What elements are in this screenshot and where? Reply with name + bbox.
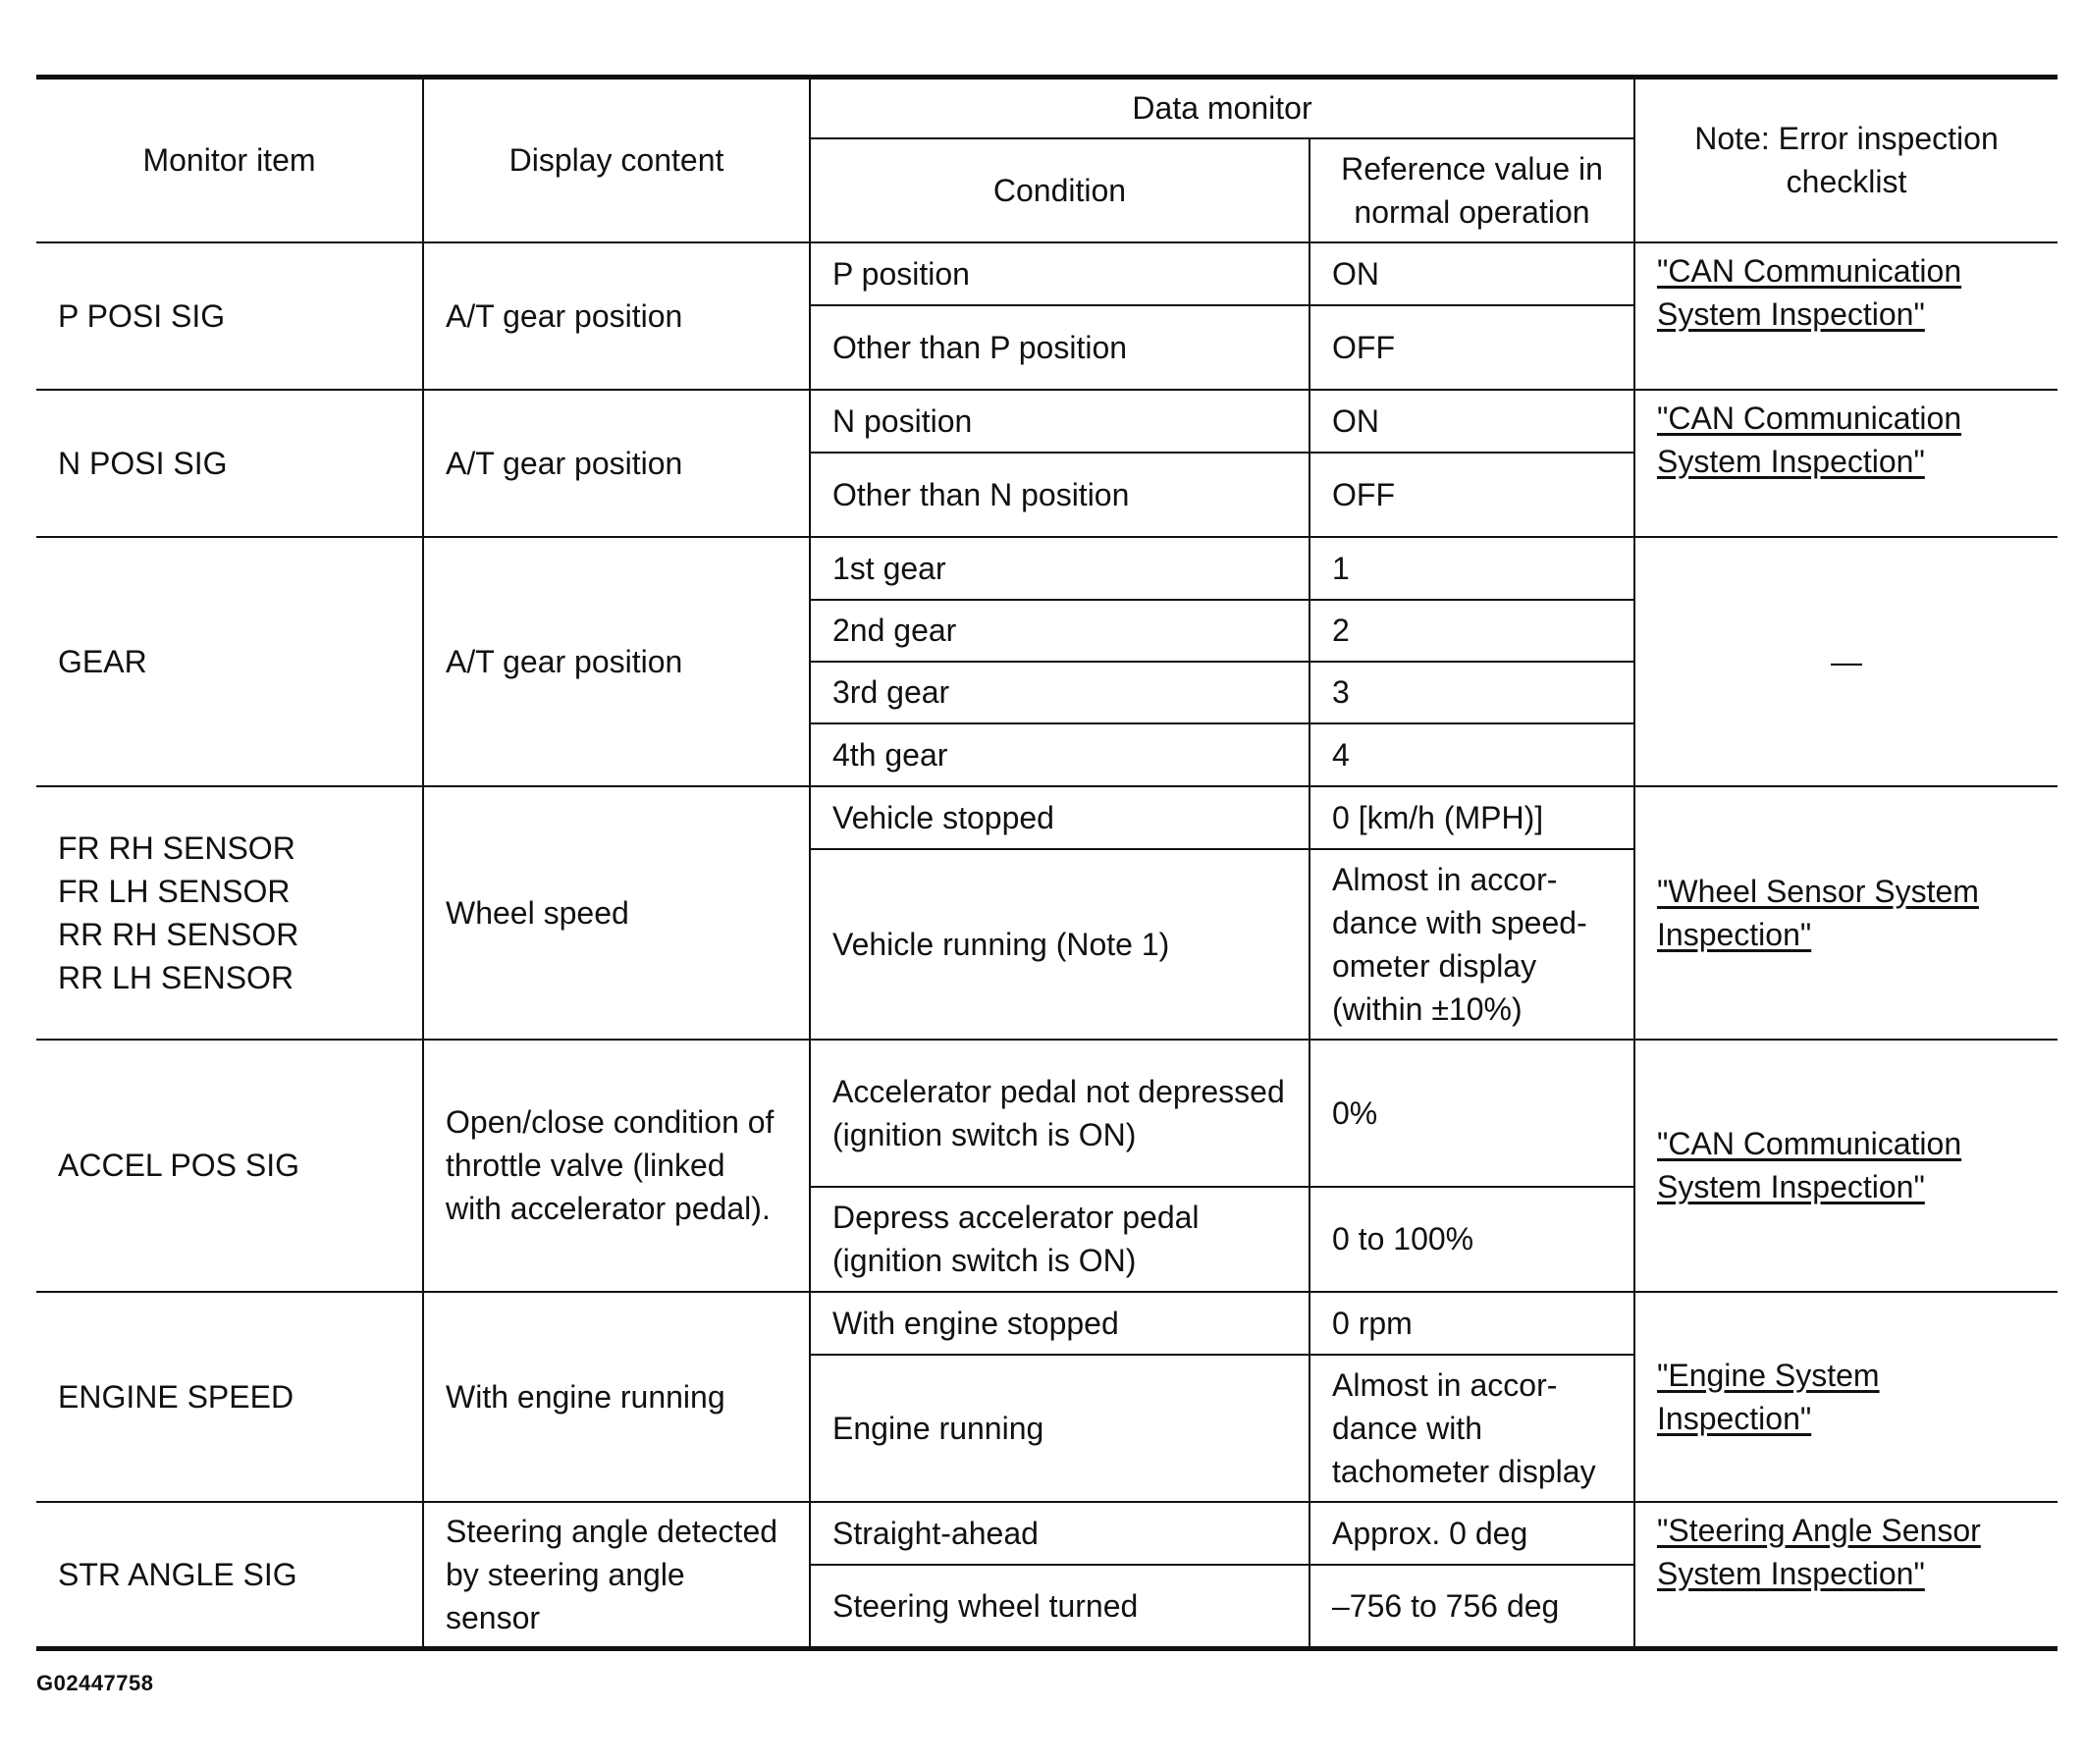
monitor-item-line: FR LH SENSOR xyxy=(58,873,291,909)
monitor-item-cell: ACCEL POS SIG xyxy=(36,1040,423,1292)
condition-cell: N position xyxy=(810,390,1310,453)
header-condition: Condition xyxy=(810,138,1310,242)
monitor-item-line: FR RH SENSOR xyxy=(58,829,295,866)
display-content-cell: Wheel speed xyxy=(423,786,810,1040)
note-cell xyxy=(1634,390,2058,537)
note-cell xyxy=(1634,786,2058,1040)
monitor-item-cell xyxy=(36,786,423,1040)
reference-value-cell: Almost in accor-dance with tachometer display xyxy=(1310,1355,1634,1502)
condition-cell: Accelerator pedal not depressed (ignition switch is ON) xyxy=(810,1040,1310,1187)
monitor-item-cell: GEAR xyxy=(36,537,423,786)
table-row xyxy=(36,1502,2058,1565)
note-cell xyxy=(1634,1292,2058,1502)
condition-cell: 1st gear xyxy=(810,537,1310,600)
header-reference-value: Reference value in normal operation xyxy=(1310,138,1634,242)
display-content-cell: A/T gear position xyxy=(423,537,810,786)
monitor-item-line: RR RH SENSOR xyxy=(58,916,299,952)
can-communication-inspection-link[interactable]: "CAN Communication System Inspection" xyxy=(1657,252,1962,332)
reference-value-cell: ON xyxy=(1310,242,1634,305)
reference-value-cell: 4 xyxy=(1310,723,1634,786)
wheel-sensor-inspection-link[interactable]: "Wheel Sensor System Inspection" xyxy=(1657,873,1979,952)
table-row xyxy=(36,242,2058,305)
display-content-cell: Open/close condition of throttle valve (linked with accelerator pedal). xyxy=(423,1040,810,1292)
table-row xyxy=(36,390,2058,453)
reference-value-cell: 0 [km/h (MPH)] xyxy=(1310,786,1634,849)
header-display-content: Display content xyxy=(423,78,810,242)
condition-cell: 3rd gear xyxy=(810,662,1310,723)
condition-cell: Other than P position xyxy=(810,305,1310,390)
steering-angle-sensor-inspection-link[interactable]: "Steering Angle Sensor System Inspection" xyxy=(1657,1512,1981,1591)
reference-value-cell: 0 to 100% xyxy=(1310,1187,1634,1292)
condition-cell: With engine stopped xyxy=(810,1292,1310,1355)
table-row xyxy=(36,786,2058,849)
monitor-item-line: RR LH SENSOR xyxy=(58,959,294,995)
header-monitor-item: Monitor item xyxy=(36,78,423,242)
reference-value-cell: ON xyxy=(1310,390,1634,453)
reference-value-cell: –756 to 756 deg xyxy=(1310,1565,1634,1649)
display-content-cell: A/T gear position xyxy=(423,242,810,390)
engine-system-inspection-link[interactable]: "Engine System Inspection" xyxy=(1657,1357,1880,1436)
condition-cell: 4th gear xyxy=(810,723,1310,786)
table-row xyxy=(36,537,2058,600)
display-content-cell: A/T gear position xyxy=(423,390,810,537)
header-data-monitor: Data monitor xyxy=(810,78,1634,138)
monitor-item-cell: STR ANGLE SIG xyxy=(36,1502,423,1649)
condition-cell: Depress accelerator pedal (ignition switch is ON) xyxy=(810,1187,1310,1292)
condition-cell: Steering wheel turned xyxy=(810,1565,1310,1649)
condition-cell: Vehicle stopped xyxy=(810,786,1310,849)
monitor-spec-table xyxy=(36,75,2058,1651)
condition-cell: Vehicle running (Note 1) xyxy=(810,849,1310,1040)
monitor-item-cell: P POSI SIG xyxy=(36,242,423,390)
display-content-cell: With engine running xyxy=(423,1292,810,1502)
reference-value-cell: 0 rpm xyxy=(1310,1292,1634,1355)
reference-value-cell: OFF xyxy=(1310,305,1634,390)
reference-value-cell: 1 xyxy=(1310,537,1634,600)
condition-cell: P position xyxy=(810,242,1310,305)
note-cell: — xyxy=(1634,537,2058,786)
reference-value-cell: 0% xyxy=(1310,1040,1634,1187)
condition-cell: 2nd gear xyxy=(810,600,1310,662)
reference-value-cell: Almost in accor-dance with speed-ometer display (within ±10%) xyxy=(1310,849,1634,1040)
monitor-item-cell: N POSI SIG xyxy=(36,390,423,537)
figure-id: G02447758 xyxy=(36,1671,154,1695)
note-cell xyxy=(1634,1040,2058,1292)
monitor-item-cell: ENGINE SPEED xyxy=(36,1292,423,1502)
condition-cell: Straight-ahead xyxy=(810,1502,1310,1565)
table-row xyxy=(36,1292,2058,1355)
condition-cell: Engine running xyxy=(810,1355,1310,1502)
table-row xyxy=(36,1040,2058,1187)
reference-value-cell: OFF xyxy=(1310,453,1634,537)
reference-value-cell: Approx. 0 deg xyxy=(1310,1502,1634,1565)
display-content-cell: Steering angle detected by steering angle sensor xyxy=(423,1502,810,1649)
note-cell xyxy=(1634,242,2058,390)
reference-value-cell: 3 xyxy=(1310,662,1634,723)
condition-cell: Other than N position xyxy=(810,453,1310,537)
header-note: Note: Error inspection checklist xyxy=(1634,78,2058,242)
can-communication-inspection-link[interactable]: "CAN Communication System Inspection" xyxy=(1657,400,1962,479)
note-cell xyxy=(1634,1502,2058,1649)
reference-value-cell: 2 xyxy=(1310,600,1634,662)
can-communication-inspection-link[interactable]: "CAN Communication System Inspection" xyxy=(1657,1126,1962,1204)
